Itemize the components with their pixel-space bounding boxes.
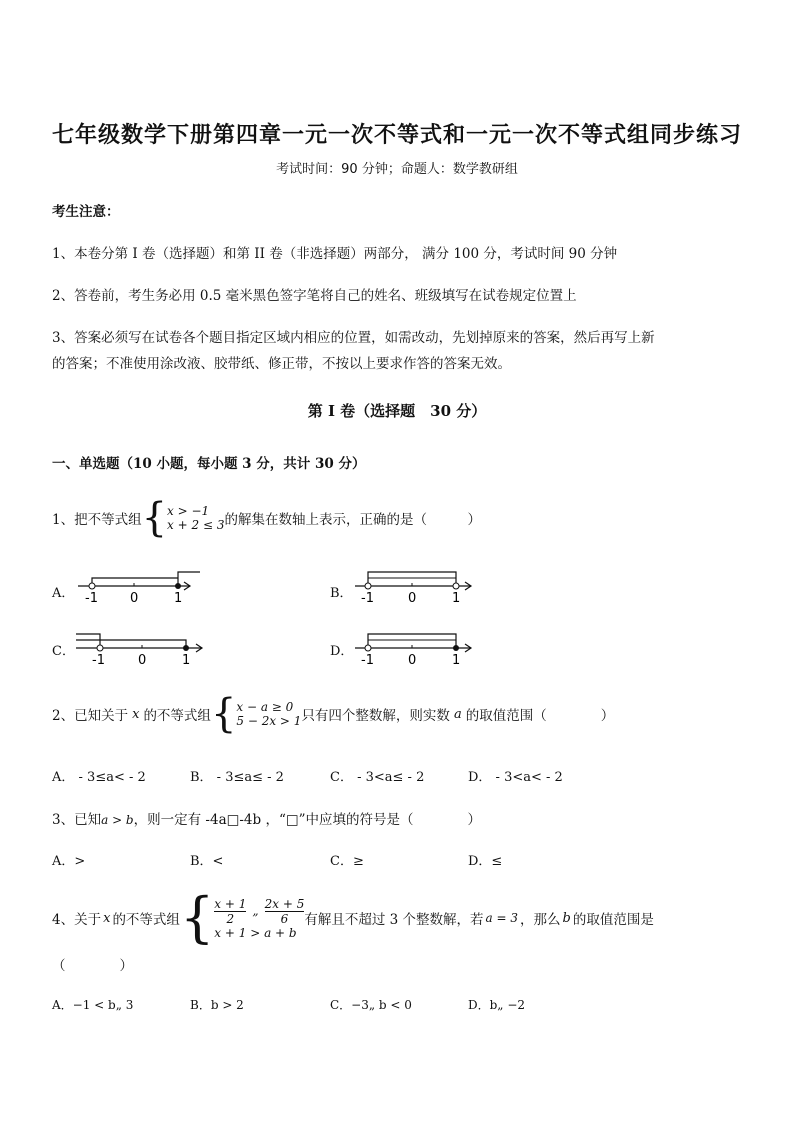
tick-label: 0 bbox=[130, 591, 139, 606]
q4-suffix-3: 的取值范围是 bbox=[572, 912, 654, 928]
tick-label: 1 bbox=[182, 653, 191, 666]
tick-label: -1 bbox=[92, 653, 105, 666]
part-title: 一、单选题（10 小题，每小题 3 分，共计 30 分） bbox=[52, 456, 366, 472]
tick-label: 0 bbox=[408, 591, 417, 606]
q1-ineq-1: x > −1 bbox=[167, 504, 210, 518]
q2-var: x bbox=[132, 706, 140, 722]
brace-icon: { bbox=[210, 691, 237, 737]
q2-option-c: C． - 3<a≤ - 2 bbox=[330, 770, 425, 785]
tick-label: -1 bbox=[361, 653, 374, 666]
tick-label: -1 bbox=[85, 591, 98, 606]
question-3 bbox=[52, 808, 481, 828]
q4-option-c: C．−3„ b < 0 bbox=[330, 998, 412, 1012]
q1-numberline-d bbox=[355, 626, 495, 666]
q1-suffix: 的解集在数轴上表示，正确的是（ ） bbox=[224, 512, 481, 528]
q2-suffix-2: 的取值范围（ ） bbox=[465, 708, 615, 724]
q4-cond: a = 3 bbox=[485, 911, 518, 925]
tick-label: 1 bbox=[452, 653, 461, 666]
q4-option-a: A．−1 < b„ 3 bbox=[52, 998, 134, 1012]
q1-numberline-c bbox=[76, 626, 216, 666]
question-2 bbox=[52, 692, 614, 736]
q4-answer-paren: （ ） bbox=[52, 958, 133, 974]
q4-system bbox=[214, 897, 304, 940]
q1-option-b: B． bbox=[330, 586, 353, 601]
q3-option-c: C．≥ bbox=[330, 854, 364, 869]
q2-option-d: D． - 3<a< - 2 bbox=[468, 770, 563, 785]
q4-option-b: B．b > 2 bbox=[190, 998, 244, 1012]
q2-option-a: A． - 3≤a< - 2 bbox=[52, 770, 146, 785]
q4-frac-2-num: 2x + 5 bbox=[264, 896, 305, 911]
q3-option-b: B．< bbox=[190, 854, 224, 869]
tick-label: 1 bbox=[452, 591, 461, 606]
q4-mid: 的不等式组 bbox=[112, 912, 180, 928]
q1-ineq-2: x + 2 ≤ 3 bbox=[167, 518, 225, 532]
q1-numberline-b bbox=[355, 568, 495, 608]
q4-var: x bbox=[103, 910, 111, 926]
q4-var-2: b bbox=[562, 910, 571, 926]
tick-label: 1 bbox=[174, 591, 183, 606]
q1-prefix: 1、把不等式组 bbox=[52, 512, 142, 528]
page-subtitle: 考试时间：90 分钟；命题人：数学教研组 bbox=[276, 162, 518, 177]
q4-suffix-1: 有解且不超过 3 个整数解，若 bbox=[304, 912, 484, 928]
q1-option-c: C． bbox=[52, 644, 75, 659]
notice-item-2: 2、答卷前，考生务必用 0.5 毫米黑色签字笔将自己的姓名、班级填写在试卷规定位置上 bbox=[52, 288, 577, 304]
q3-prefix: 3、已知 bbox=[52, 812, 102, 828]
q2-ineq-1: x − a ≥ 0 bbox=[236, 700, 294, 714]
q4-frac-2 bbox=[265, 897, 305, 926]
q4-frac-1 bbox=[214, 897, 246, 926]
q4-frac-1-num: x + 1 bbox=[214, 896, 247, 911]
q2-mid: 的不等式组 bbox=[143, 708, 211, 724]
tick-label: 0 bbox=[408, 653, 417, 666]
q2-system bbox=[236, 700, 301, 728]
question-1 bbox=[52, 495, 481, 541]
q2-ineq-2: 5 − 2x > 1 bbox=[236, 714, 302, 728]
q1-option-a: A． bbox=[52, 586, 75, 601]
q1-option-d: D． bbox=[330, 644, 354, 659]
q3-cond: a > b bbox=[101, 813, 134, 827]
notice-item-3-cont: 的答案；不准使用涂改液、胶带纸、修正带，不按以上要求作答的答案无效。 bbox=[52, 356, 511, 372]
notice-heading: 考生注意： bbox=[52, 204, 120, 220]
q4-ineq-1 bbox=[214, 897, 304, 926]
q3-option-a: A．> bbox=[52, 854, 86, 869]
q2-prefix: 2、已知关于 bbox=[52, 708, 129, 724]
q1-numberline-a bbox=[78, 568, 218, 608]
q3-mid: ，则一定有 -4a□-4b ，“□”中应填的符号是（ ） bbox=[133, 812, 482, 828]
notice-item-3: 3、答案必须写在试卷各个题目指定区域内相应的位置，如需改动，先划掉原来的答案，然后再写上新 bbox=[52, 330, 655, 346]
section-title: 第 I 卷（选择题 30 分） bbox=[307, 402, 487, 420]
q4-frac-2-den: 6 bbox=[280, 911, 289, 926]
tick-label: -1 bbox=[361, 591, 374, 606]
tick-label: 0 bbox=[138, 653, 147, 666]
page-title: 七年级数学下册第四章一元一次不等式和一元一次不等式组同步练习 bbox=[51, 122, 742, 148]
question-4 bbox=[52, 888, 654, 948]
q4-ineq-2: x + 1 > a + b bbox=[214, 925, 297, 940]
q4-suffix-2: ，那么 bbox=[520, 912, 561, 928]
notice-item-1: 1、本卷分第 I 卷（选择题）和第 II 卷（非选择题）两部分， 满分 100 分，考试时间 90 分钟 bbox=[52, 246, 618, 262]
q4-prefix: 4、关于 bbox=[52, 912, 102, 928]
q1-system bbox=[167, 504, 224, 532]
q3-option-d: D．≤ bbox=[468, 854, 503, 869]
q4-relation: „ bbox=[252, 904, 259, 918]
q2-var-2: a bbox=[453, 706, 462, 722]
q2-suffix-1: 只有四个整数解，则实数 bbox=[301, 708, 450, 724]
brace-icon: { bbox=[179, 886, 215, 949]
q2-option-b: B． - 3≤a≤ - 2 bbox=[190, 770, 284, 785]
q4-option-d: D．b„ −2 bbox=[468, 998, 526, 1012]
brace-icon: { bbox=[141, 495, 168, 541]
q4-frac-1-den: 2 bbox=[226, 911, 235, 926]
